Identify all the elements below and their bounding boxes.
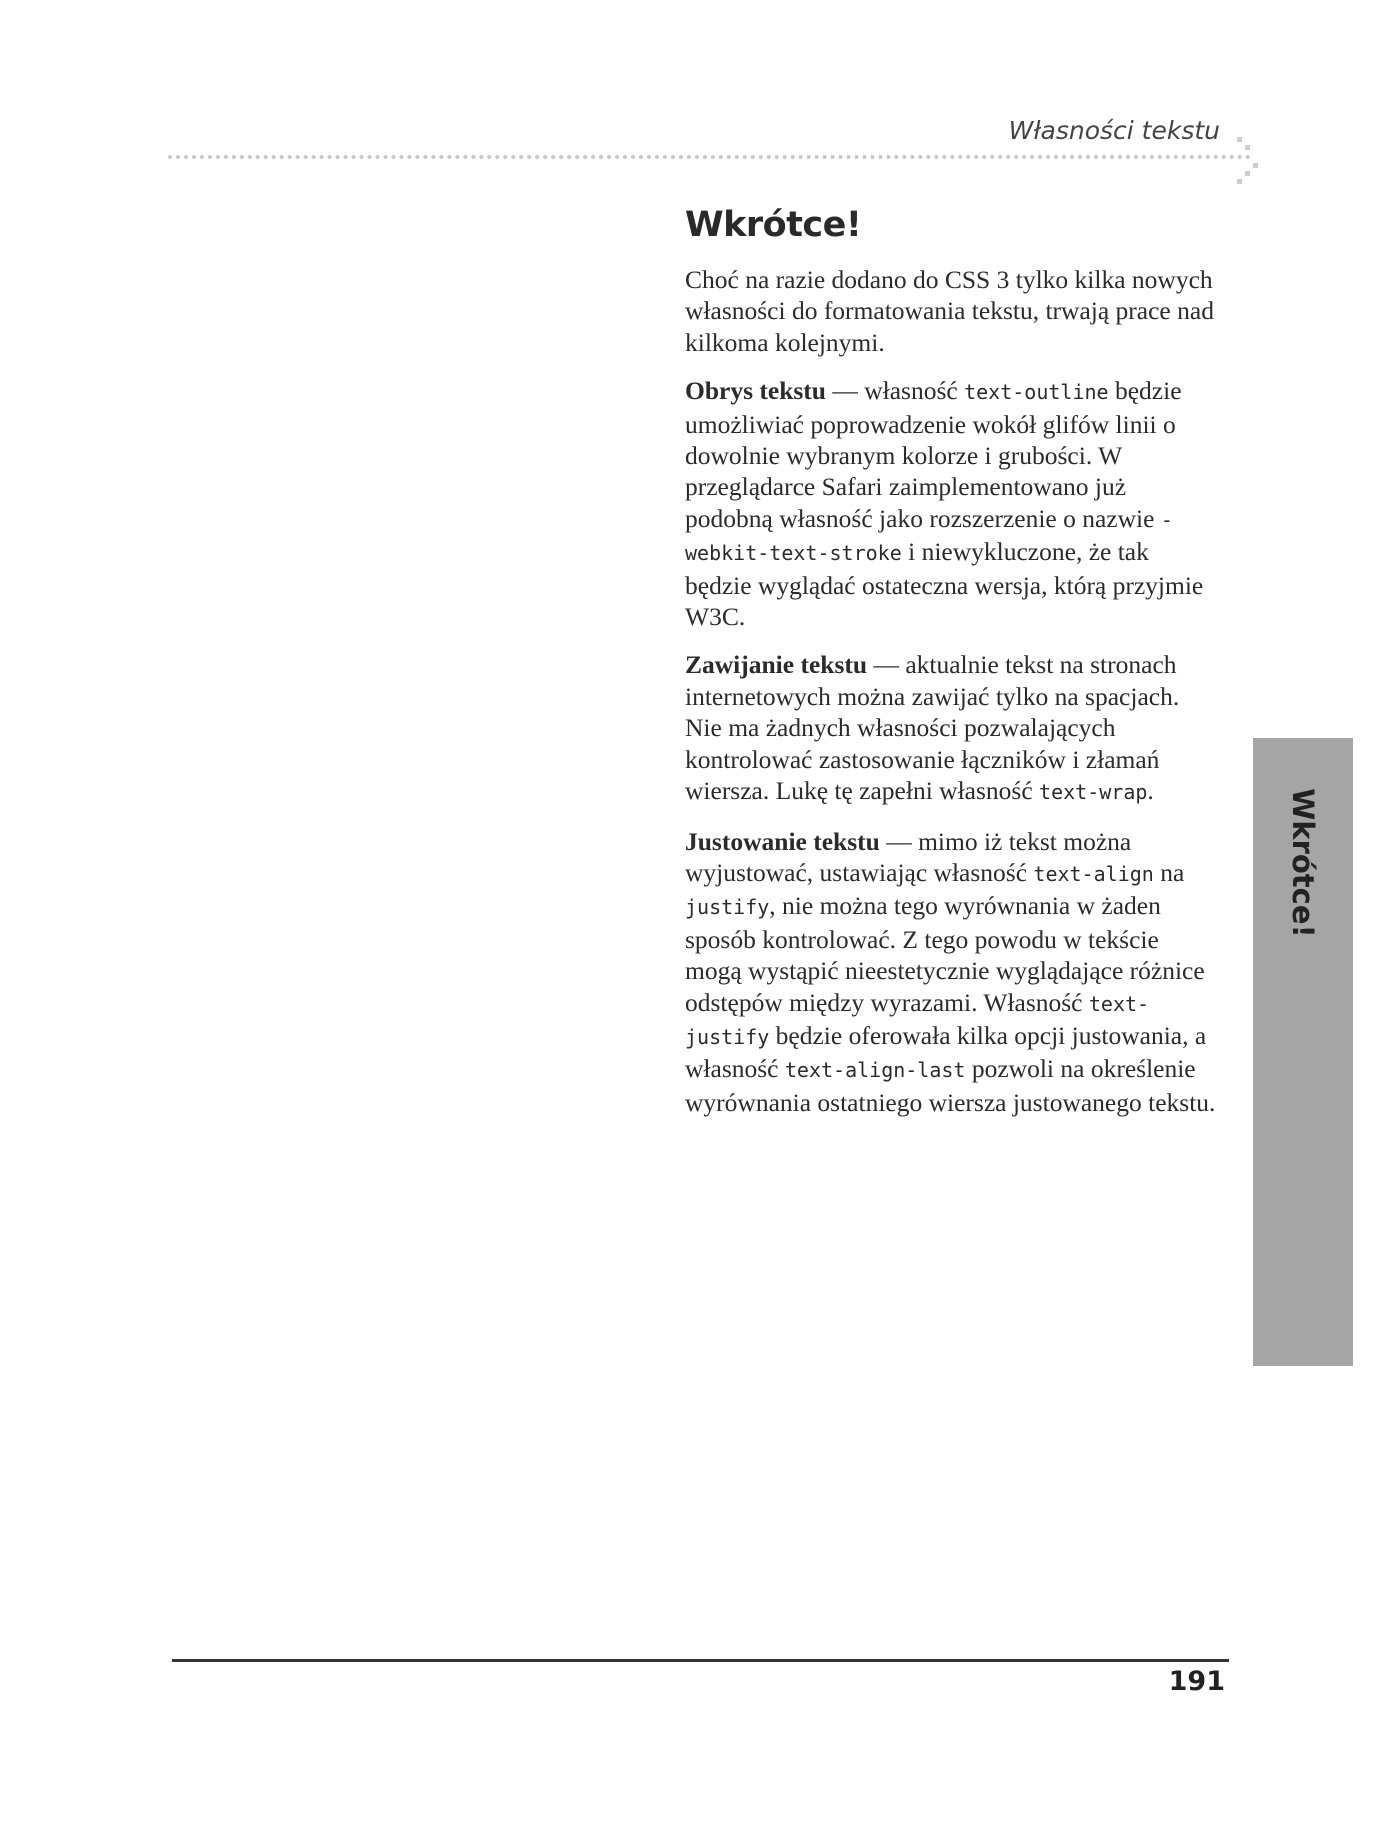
text-run: będzie oferowała kilka opcji justowania, a własność bbox=[685, 1020, 1207, 1084]
feature-term: Zawijanie tekstu bbox=[685, 650, 868, 680]
inline-code: text-align-last bbox=[784, 1058, 966, 1083]
inline-code: text-outline bbox=[964, 380, 1109, 405]
inline-code: justify bbox=[685, 895, 770, 920]
term-dash: — bbox=[825, 376, 865, 406]
ornament-dot bbox=[1245, 145, 1250, 150]
ornament-dot bbox=[1237, 137, 1242, 142]
section-title: Wkrótce! bbox=[685, 205, 862, 245]
header-dotted-rule bbox=[168, 155, 1251, 159]
inline-code: text-align bbox=[1033, 861, 1154, 886]
text-run: będzie umożliwiać poprowadzenie wokół glifów linii o dowolnie wybranym kolorze i grubości. W przeglądarce Safari zaimplementowano już podobną własność jako rozszerzenie o nazwie bbox=[685, 376, 1182, 533]
feature-paragraph bbox=[685, 826, 1220, 1119]
ornament-dot bbox=[1253, 163, 1258, 168]
inline-code: text-justify bbox=[685, 991, 1150, 1049]
inline-code: text-wrap bbox=[1039, 780, 1148, 805]
chapter-side-tab bbox=[1253, 738, 1353, 1366]
feature-paragraph bbox=[685, 375, 1220, 632]
footer-rule bbox=[172, 1659, 1229, 1662]
feature-description bbox=[685, 376, 1203, 631]
running-header: Własności tekstu bbox=[1008, 116, 1220, 145]
feature-term: Justowanie tekstu bbox=[685, 826, 880, 856]
page-number: 191 bbox=[1168, 1666, 1225, 1697]
text-run: i niewykluczone, że tak będzie wyglądać ostateczna wersja, którą przyjmie W3C. bbox=[685, 537, 1204, 632]
side-tab-label: Wkrótce! bbox=[1286, 788, 1320, 938]
section-body bbox=[685, 264, 1220, 1135]
text-run: pozwoli na określenie wyrównania ostatniego wiersza justowanego tekstu. bbox=[685, 1054, 1216, 1117]
feature-paragraph bbox=[685, 649, 1220, 808]
text-run: . bbox=[1147, 776, 1154, 806]
text-run: na bbox=[1153, 857, 1185, 887]
ornament-dot bbox=[1237, 179, 1242, 184]
ornament-dot bbox=[1245, 171, 1250, 176]
text-run: mimo iż tekst można wyjustować, ustawiając własność bbox=[685, 826, 1132, 887]
term-dash: — bbox=[879, 826, 919, 856]
text-run: aktualnie tekst na stronach internetowych można zawijać tylko na spacjach. Nie ma żadnych własności pozwalających kontrolować zastosowanie łączników i złamań wiersza. Lukę tę zapełni własność bbox=[685, 650, 1180, 806]
term-dash: — bbox=[867, 650, 906, 680]
text-run: , nie można tego wyrównania w żaden sposób kontrolować. Z tego powodu w tekście mogą wystąpić nieestetycznie wyglądające różnice odstępów między wyrazami. Własność bbox=[685, 891, 1205, 1017]
inline-code: -webkit-text-stroke bbox=[685, 507, 1173, 566]
feature-description bbox=[685, 827, 1215, 1117]
intro-paragraph: Choć na razie dodano do CSS 3 tylko kilka nowych własności do formatowania tekstu, trwają prace nad kilkoma kolejnymi. bbox=[685, 265, 1214, 357]
feature-term: Obrys tekstu bbox=[685, 376, 826, 406]
text-run: własność bbox=[864, 376, 965, 406]
